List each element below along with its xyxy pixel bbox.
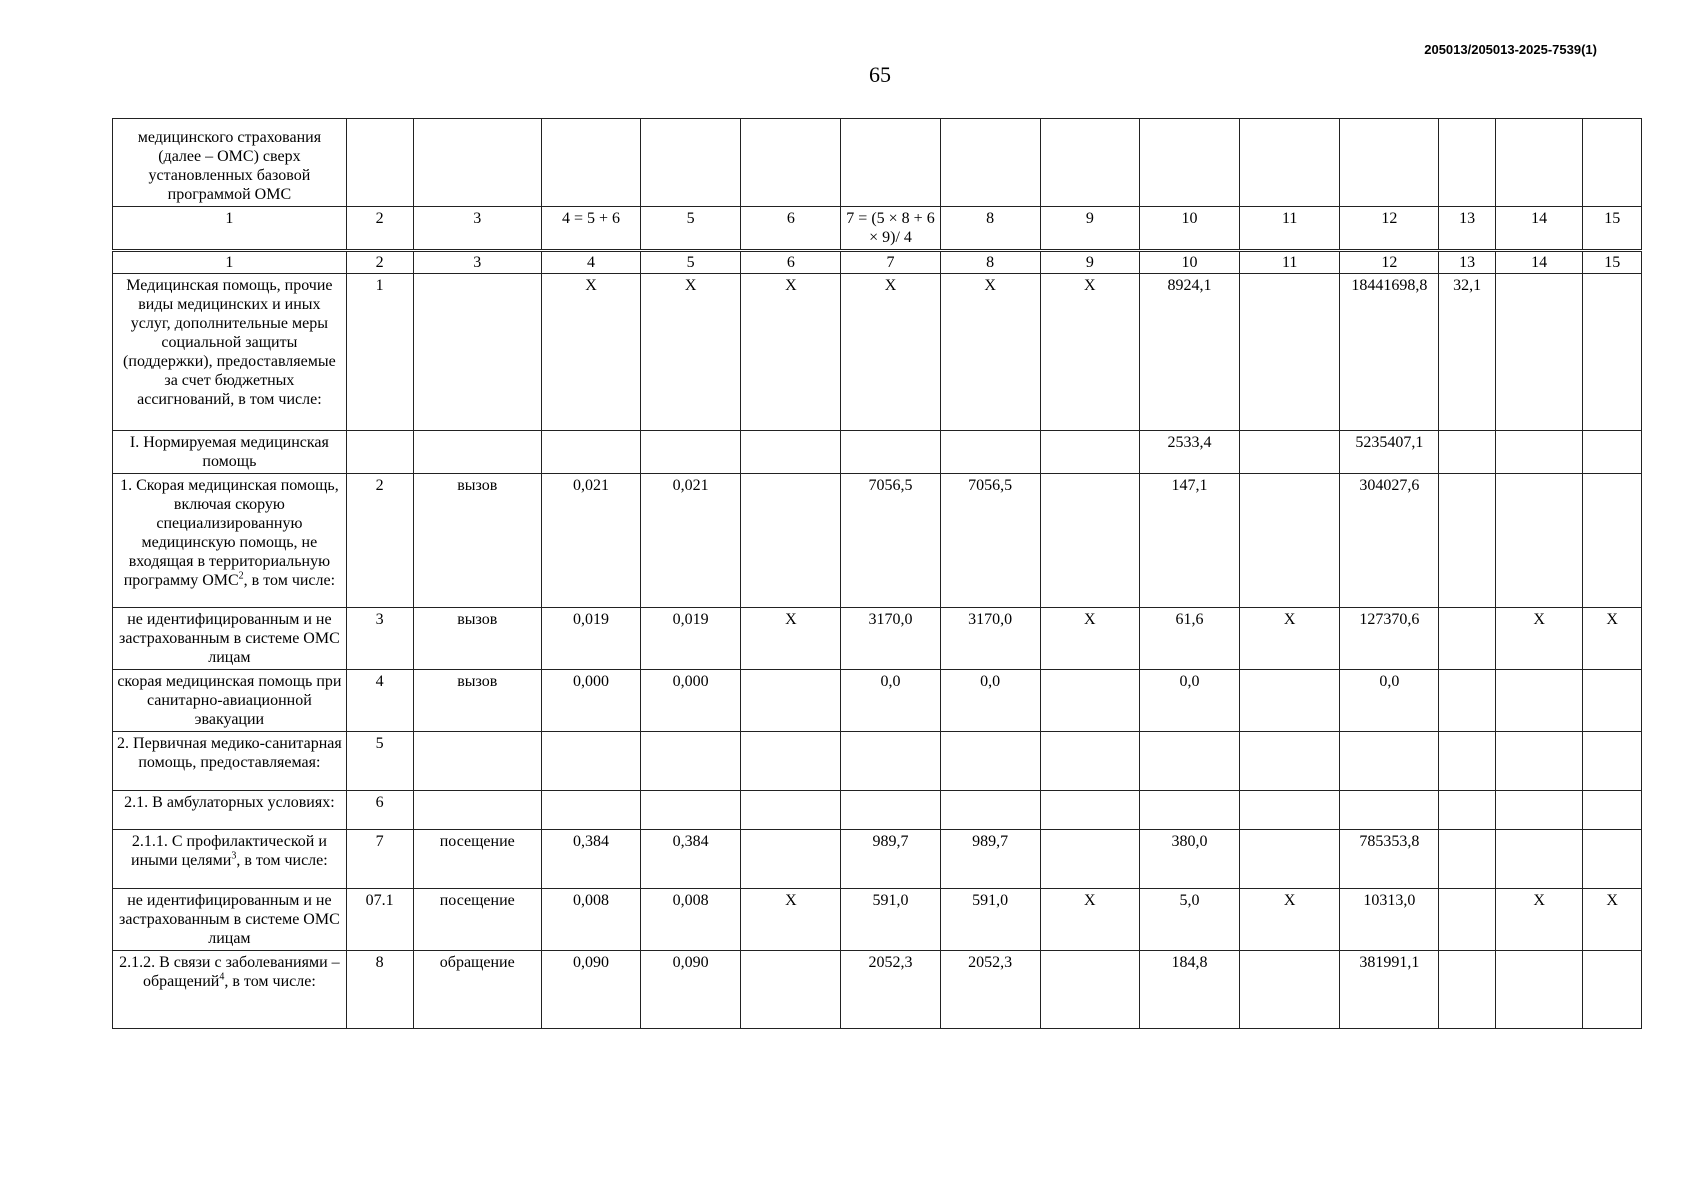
table-cell xyxy=(641,791,741,830)
table-cell: 5 xyxy=(346,732,413,791)
table-cell: 0,090 xyxy=(641,951,741,1029)
table-cell xyxy=(1040,732,1139,791)
table-cell xyxy=(1583,474,1642,608)
column-number: 12 xyxy=(1340,252,1439,274)
table-cell: 3170,0 xyxy=(841,608,940,670)
table-cell: 0,384 xyxy=(641,830,741,889)
table-cell xyxy=(1495,431,1583,474)
table-cell: 0,384 xyxy=(541,830,640,889)
page-number: 65 xyxy=(869,62,891,87)
header-column-number: 1 xyxy=(113,207,347,250)
table-row xyxy=(113,474,1642,608)
table-cell: 304027,6 xyxy=(1340,474,1439,608)
table-cell xyxy=(1495,830,1583,889)
header-column-number: 12 xyxy=(1340,207,1439,250)
footnote-marker: 2 xyxy=(238,570,244,582)
table-cell: X xyxy=(741,608,841,670)
row-label xyxy=(113,791,347,830)
table-cell xyxy=(741,431,841,474)
table-cell xyxy=(1495,670,1583,732)
table-cell: 1 xyxy=(346,274,413,431)
header-column-number: 8 xyxy=(940,207,1040,250)
header-column-number: 6 xyxy=(741,207,841,250)
table-cell: 0,008 xyxy=(641,889,741,951)
header-description: медицинского страхования (далее – ОМС) сверх установленных базовой программой ОМС xyxy=(113,119,347,207)
column-number: 8 xyxy=(940,252,1040,274)
row-label xyxy=(113,431,347,474)
table-cell xyxy=(741,670,841,732)
table-cell: 591,0 xyxy=(841,889,940,951)
header-description-row xyxy=(113,119,1642,207)
table-cell: 7056,5 xyxy=(940,474,1040,608)
table-cell: посещение xyxy=(413,830,541,889)
table-cell: X xyxy=(541,274,640,431)
table-row xyxy=(113,951,1642,1029)
table-cell xyxy=(1583,830,1642,889)
table-cell xyxy=(1139,732,1239,791)
table-cell: 0,0 xyxy=(1139,670,1239,732)
column-number: 15 xyxy=(1583,252,1642,274)
header-column-number: 13 xyxy=(1439,207,1495,250)
header-column-number: 15 xyxy=(1583,207,1642,250)
table-cell xyxy=(1040,474,1139,608)
table-cell: X xyxy=(1040,274,1139,431)
table-cell xyxy=(1240,951,1340,1029)
table-cell: X xyxy=(1495,608,1583,670)
table-cell: 3 xyxy=(346,608,413,670)
table-cell xyxy=(1040,670,1139,732)
table-cell: X xyxy=(940,274,1040,431)
table-row xyxy=(113,732,1642,791)
footnote-marker: 4 xyxy=(219,971,225,983)
table-cell xyxy=(641,732,741,791)
table-cell: X xyxy=(741,274,841,431)
data-table xyxy=(112,251,1642,1029)
table-cell: вызов xyxy=(413,608,541,670)
table-cell xyxy=(1495,791,1583,830)
row-label xyxy=(113,732,347,791)
column-number: 2 xyxy=(346,252,413,274)
table-cell xyxy=(1583,791,1642,830)
table-cell: 5,0 xyxy=(1139,889,1239,951)
table-cell: посещение xyxy=(413,889,541,951)
table-cell: 7 xyxy=(346,830,413,889)
header-column-number: 5 xyxy=(641,207,741,250)
table-cell xyxy=(1583,670,1642,732)
table-cell: 147,1 xyxy=(1139,474,1239,608)
row-label-text: не идентифицированным и не застрахованным в системе ОМС лицам xyxy=(119,892,340,947)
table-cell: 0,008 xyxy=(541,889,640,951)
table-cell xyxy=(841,732,940,791)
table-cell xyxy=(1495,732,1583,791)
table-cell xyxy=(1439,791,1495,830)
table-cell xyxy=(940,431,1040,474)
table-row xyxy=(113,431,1642,474)
table-cell xyxy=(541,431,640,474)
header-column-number: 4 = 5 + 6 xyxy=(541,207,640,250)
row-label xyxy=(113,670,347,732)
table-cell xyxy=(741,474,841,608)
table-cell xyxy=(1040,830,1139,889)
table-cell xyxy=(1040,951,1139,1029)
header-column-number: 2 xyxy=(346,207,413,250)
table-cell xyxy=(1583,951,1642,1029)
row-label-text: скорая медицинская помощь при санитарно-авиационной эвакуации xyxy=(117,673,342,728)
row-label xyxy=(113,951,347,1029)
row-label-text: 1. Скорая медицинская помощь, включая скорую специализированную медицинскую помощь, не входящая в территориальную программу ОМС xyxy=(120,477,339,589)
table-cell: X xyxy=(1583,889,1642,951)
row-label-text: I. Нормируемая медицинская помощь xyxy=(129,434,329,470)
table-cell: 989,7 xyxy=(940,830,1040,889)
table-cell: 591,0 xyxy=(940,889,1040,951)
column-number: 7 xyxy=(841,252,940,274)
table-row xyxy=(113,791,1642,830)
table-cell: 3170,0 xyxy=(940,608,1040,670)
header-column-number: 11 xyxy=(1240,207,1340,250)
table-row xyxy=(113,830,1642,889)
table-cell xyxy=(1439,951,1495,1029)
table-cell xyxy=(940,791,1040,830)
table-cell xyxy=(1240,431,1340,474)
table-cell: 0,0 xyxy=(940,670,1040,732)
table-cell: 32,1 xyxy=(1439,274,1495,431)
table-cell xyxy=(413,431,541,474)
row-label-text: Медицинская помощь, прочие виды медицинских и иных услуг, дополнительные меры социальной защиты (поддержки), предоставляемые за счет бюджетных ассигнований, в том числе: xyxy=(123,277,336,408)
header-column-number: 10 xyxy=(1139,207,1239,250)
table-cell xyxy=(1439,732,1495,791)
table-cell xyxy=(1240,732,1340,791)
column-number: 11 xyxy=(1240,252,1340,274)
row-label-tail: , в том числе: xyxy=(236,852,328,869)
table-cell: X xyxy=(741,889,841,951)
table-cell: 0,0 xyxy=(841,670,940,732)
table-cell: 0,090 xyxy=(541,951,640,1029)
table-cell xyxy=(841,791,940,830)
table-cell xyxy=(1040,791,1139,830)
header-column-number: 14 xyxy=(1495,207,1583,250)
table-cell: 0,019 xyxy=(541,608,640,670)
column-number: 1 xyxy=(113,252,347,274)
column-number: 10 xyxy=(1139,252,1239,274)
column-number: 5 xyxy=(641,252,741,274)
header-column-number: 3 xyxy=(413,207,541,250)
table-cell: 127370,6 xyxy=(1340,608,1439,670)
table-cell xyxy=(741,791,841,830)
table-cell xyxy=(413,791,541,830)
table-cell: 2533,4 xyxy=(1139,431,1239,474)
header-column-number: 9 xyxy=(1040,207,1139,250)
row-label-text: 2.1. В амбулаторных условиях: xyxy=(124,794,335,811)
table-cell xyxy=(1040,431,1139,474)
table-cell xyxy=(1340,732,1439,791)
table-cell: 8924,1 xyxy=(1139,274,1239,431)
table-cell xyxy=(1240,474,1340,608)
table-cell: 380,0 xyxy=(1139,830,1239,889)
table-cell: 0,019 xyxy=(641,608,741,670)
header-column-number: 7 = (5 × 8 + 6 × 9)/ 4 xyxy=(841,207,940,250)
table-cell: обращение xyxy=(413,951,541,1029)
row-label-text: 2.1.2. В связи с заболеваниями – обращений xyxy=(119,954,340,990)
table-cell xyxy=(741,732,841,791)
table-cell: 989,7 xyxy=(841,830,940,889)
table-cell: X xyxy=(841,274,940,431)
table-cell: X xyxy=(641,274,741,431)
column-numbers-row xyxy=(113,252,1642,274)
table-cell: 2052,3 xyxy=(940,951,1040,1029)
row-label-text: не идентифицированным и не застрахованным в системе ОМС лицам xyxy=(119,611,340,666)
continuation-header-table xyxy=(112,118,1642,250)
row-label xyxy=(113,608,347,670)
row-label-text: 2.1.1. С профилактической и иными целями xyxy=(131,833,327,869)
table-cell xyxy=(1583,274,1642,431)
table-cell: 4 xyxy=(346,670,413,732)
table-cell: 10313,0 xyxy=(1340,889,1439,951)
table-cell: X xyxy=(1240,889,1340,951)
row-label-tail: , в том числе: xyxy=(224,973,316,990)
table-cell xyxy=(741,951,841,1029)
footnote-marker: 3 xyxy=(231,850,237,862)
row-label xyxy=(113,830,347,889)
table-cell: X xyxy=(1583,608,1642,670)
table-row xyxy=(113,608,1642,670)
table-cell: 0,000 xyxy=(541,670,640,732)
document-number: 205013/205013-2025-7539(1) xyxy=(1424,42,1597,57)
table-cell: 61,6 xyxy=(1139,608,1239,670)
table-cell xyxy=(1240,670,1340,732)
row-label-text: 2. Первичная медико-санитарная помощь, предоставляемая: xyxy=(117,735,342,771)
table-cell xyxy=(346,431,413,474)
table-cell: 7056,5 xyxy=(841,474,940,608)
column-number: 13 xyxy=(1439,252,1495,274)
table-cell xyxy=(940,732,1040,791)
table-cell: 8 xyxy=(346,951,413,1029)
table-cell xyxy=(541,791,640,830)
table-cell: 6 xyxy=(346,791,413,830)
table-cell: 0,000 xyxy=(641,670,741,732)
table-cell: 07.1 xyxy=(346,889,413,951)
table-cell: 18441698,8 xyxy=(1340,274,1439,431)
column-number: 14 xyxy=(1495,252,1583,274)
table-cell xyxy=(1583,431,1642,474)
table-cell xyxy=(1340,791,1439,830)
table-cell: 0,021 xyxy=(541,474,640,608)
column-number: 3 xyxy=(413,252,541,274)
column-number: 6 xyxy=(741,252,841,274)
table-row xyxy=(113,274,1642,431)
table-cell xyxy=(1439,474,1495,608)
table-cell: 2 xyxy=(346,474,413,608)
table-cell xyxy=(1439,608,1495,670)
row-label xyxy=(113,474,347,608)
table-cell xyxy=(1439,889,1495,951)
table-cell: 184,8 xyxy=(1139,951,1239,1029)
table-cell xyxy=(1240,791,1340,830)
table-cell: 2052,3 xyxy=(841,951,940,1029)
table-cell xyxy=(413,274,541,431)
table-cell: X xyxy=(1495,889,1583,951)
table-cell xyxy=(1240,830,1340,889)
table-cell: X xyxy=(1240,608,1340,670)
table-cell xyxy=(1495,274,1583,431)
row-label-tail: , в том числе: xyxy=(243,572,336,589)
table-cell xyxy=(641,431,741,474)
table-cell: 381991,1 xyxy=(1340,951,1439,1029)
column-number: 4 xyxy=(541,252,640,274)
table-cell xyxy=(1240,274,1340,431)
table-cell xyxy=(1583,732,1642,791)
column-number: 9 xyxy=(1040,252,1139,274)
table-cell xyxy=(1439,830,1495,889)
table-cell: вызов xyxy=(413,474,541,608)
table-cell: 785353,8 xyxy=(1340,830,1439,889)
table-cell xyxy=(741,830,841,889)
table-cell xyxy=(413,732,541,791)
table-cell: вызов xyxy=(413,670,541,732)
table-cell xyxy=(1439,431,1495,474)
table-row xyxy=(113,670,1642,732)
header-column-numbers-row xyxy=(113,207,1642,250)
row-label xyxy=(113,889,347,951)
table-cell xyxy=(1495,474,1583,608)
table-cell: 5235407,1 xyxy=(1340,431,1439,474)
row-label xyxy=(113,274,347,431)
table-cell xyxy=(841,431,940,474)
table-cell xyxy=(1139,791,1239,830)
table-cell: 0,021 xyxy=(641,474,741,608)
table-row xyxy=(113,889,1642,951)
table-cell: 0,0 xyxy=(1340,670,1439,732)
table-cell: X xyxy=(1040,608,1139,670)
table-cell: X xyxy=(1040,889,1139,951)
table-cell xyxy=(1439,670,1495,732)
table-cell xyxy=(1495,951,1583,1029)
table-cell xyxy=(541,732,640,791)
